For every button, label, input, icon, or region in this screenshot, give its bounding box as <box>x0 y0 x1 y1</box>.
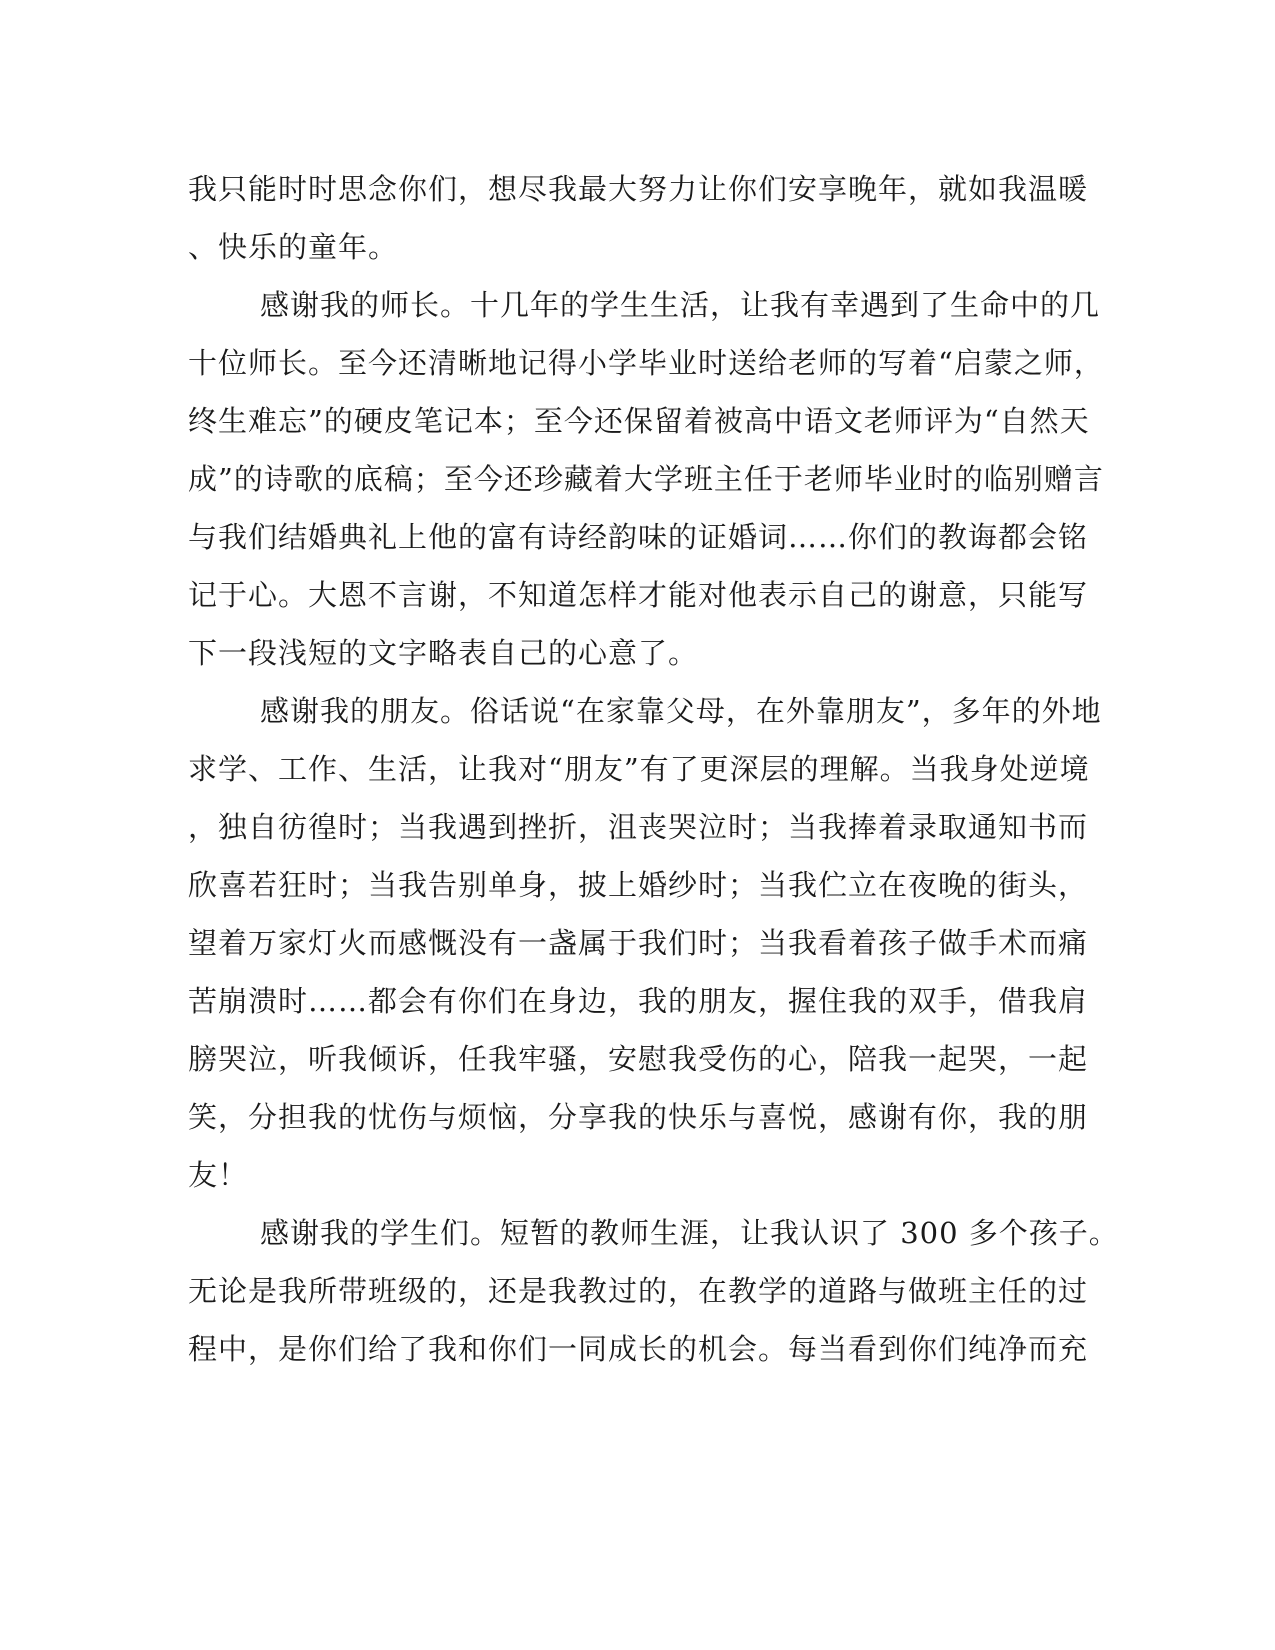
text-line: 欣喜若狂时；当我告别单身，披上婚纱时；当我伫立在夜晚的街头， <box>188 868 1089 902</box>
text-line: 十位师长。至今还清晰地记得小学毕业时送给老师的写着“启蒙之师， <box>188 346 1104 380</box>
text-line: 无论是我所带班级的，还是我教过的，在教学的道路与做班主任的过 <box>188 1274 1089 1308</box>
text-line: 程中，是你们给了我和你们一同成长的机会。每当看到你们纯净而充 <box>188 1332 1089 1366</box>
document-body <box>188 160 1119 1378</box>
text-line: 终生难忘”的硬皮笔记本；至今还保留着被高中语文老师评为“自然天 <box>188 404 1090 438</box>
text-line: 、快乐的童年。 <box>188 230 399 264</box>
paragraph-first-line: 感谢我的师长。十几年的学生生活，让我有幸遇到了生命中的几 <box>260 288 1101 322</box>
text-line: 成”的诗歌的底稿；至今还珍藏着大学班主任于老师毕业时的临别赠言 <box>188 462 1104 496</box>
text-line: 记于心。大恩不言谢，不知道怎样才能对他表示自己的谢意，只能写 <box>188 578 1089 612</box>
text-line: 求学、工作、生活，让我对“朋友”有了更深层的理解。当我身处逆境 <box>188 752 1090 786</box>
paragraph-first-line: 感谢我的朋友。俗话说“在家靠父母，在外靠朋友”，多年的外地 <box>260 694 1102 728</box>
text-line: 下一段浅短的文字略表自己的心意了。 <box>188 636 699 670</box>
paragraph-first-line: 感谢我的学生们。短暂的教师生涯，让我认识了 300 多个孩子。 <box>260 1216 1119 1250</box>
text-line: 友！ <box>188 1158 249 1192</box>
text-line: 笑，分担我的忧伤与烦恼，分享我的快乐与喜悦，感谢有你，我的朋 <box>188 1100 1089 1134</box>
text-line: 膀哭泣，听我倾诉，任我牢骚，安慰我受伤的心，陪我一起哭，一起 <box>188 1042 1089 1076</box>
text-line: 与我们结婚典礼上他的富有诗经韵味的证婚词……你们的教诲都会铭 <box>188 520 1089 554</box>
text-line: 我只能时时思念你们，想尽我最大努力让你们安享晚年，就如我温暖 <box>188 172 1089 206</box>
text-line: ，独自彷徨时；当我遇到挫折，沮丧哭泣时；当我捧着录取通知书而 <box>188 810 1089 844</box>
text-line: 望着万家灯火而感慨没有一盏属于我们时；当我看着孩子做手术而痛 <box>188 926 1089 960</box>
text-line: 苦崩溃时……都会有你们在身边，我的朋友，握住我的双手，借我肩 <box>188 984 1089 1018</box>
